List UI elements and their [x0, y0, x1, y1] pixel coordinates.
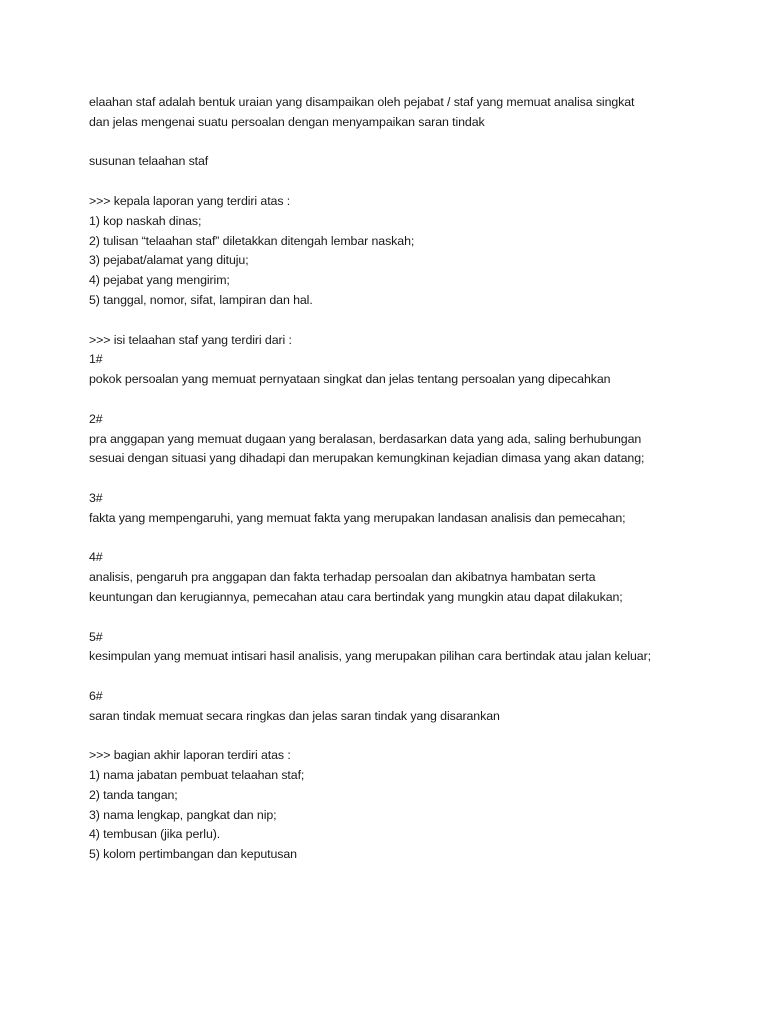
spacer [89, 727, 749, 747]
spacer [89, 529, 749, 549]
akhir-item-2: 2) tanda tangan; [89, 787, 178, 802]
akhir-item-3: 3) nama lengkap, pangkat dan nip; [89, 807, 277, 822]
intro-line-2: dan jelas mengenai suatu persoalan dengan menyampaikan saran tindak [89, 114, 485, 129]
spacer [89, 390, 749, 410]
isi-marker-2: 2# [89, 411, 103, 426]
spacer [89, 133, 749, 153]
isi-marker-6: 6# [89, 688, 103, 703]
isi-text-4b: keuntungan dan kerugiannya, pemecahan atau cara bertindak yang mungkin atau dapat dilakukan; [89, 589, 623, 604]
isi-text-3: fakta yang mempengaruhi, yang memuat fakta yang merupakan landasan analisis dan pemecahan; [89, 510, 626, 525]
spacer [89, 172, 749, 192]
isi-text-2a: pra anggapan yang memuat dugaan yang beralasan, berdasarkan data yang ada, saling berhubungan [89, 431, 642, 446]
section-heading: susunan telaahan staf [89, 154, 209, 169]
spacer [89, 608, 749, 628]
document-body [89, 93, 749, 865]
kepala-item-1: 1) kop naskah dinas; [89, 213, 202, 228]
isi-marker-1: 1# [89, 352, 103, 367]
isi-marker-3: 3# [89, 490, 103, 505]
intro-line-1: elaahan staf adalah bentuk uraian yang disampaikan oleh pejabat / staf yang memuat analisa singkat [89, 95, 635, 109]
isi-text-6: saran tindak memuat secara ringkas dan jelas saran tindak yang disarankan [89, 708, 500, 723]
isi-marker-4: 4# [89, 550, 103, 565]
kepala-item-3: 3) pejabat/alamat yang dituju; [89, 253, 249, 268]
akhir-item-4: 4) tembusan (jika perlu). [89, 827, 221, 842]
kepala-item-5: 5) tanggal, nomor, sifat, lampiran dan hal. [89, 292, 313, 307]
akhir-item-5: 5) kolom pertimbangan dan keputusan [89, 847, 297, 862]
isi-text-1: pokok persoalan yang memuat pernyataan singkat dan jelas tentang persoalan yang dipecahkan [89, 372, 611, 387]
kepala-item-4: 4) pejabat yang mengirim; [89, 273, 230, 288]
isi-title: >>> isi telaahan staf yang terdiri dari : [89, 332, 292, 347]
akhir-item-1: 1) nama jabatan pembuat telaahan staf; [89, 768, 305, 783]
isi-text-5: kesimpulan yang memuat intisari hasil analisis, yang merupakan pilihan cara bertindak atau jalan keluar; [89, 649, 651, 664]
kepala-title: >>> kepala laporan yang terdiri atas : [89, 193, 291, 208]
isi-marker-5: 5# [89, 629, 103, 644]
isi-text-2b: sesuai dengan situasi yang dihadapi dan merupakan kemungkinan kejadian dimasa yang akan datang; [89, 451, 645, 466]
spacer [89, 311, 749, 331]
spacer [89, 667, 749, 687]
isi-text-4a: analisis, pengaruh pra anggapan dan fakta terhadap persoalan dan akibatnya hambatan serta [89, 570, 596, 585]
akhir-title: >>> bagian akhir laporan terdiri atas : [89, 748, 291, 763]
kepala-item-2: 2) tulisan “telaahan staf” diletakkan ditengah lembar naskah; [89, 233, 415, 248]
spacer [89, 469, 749, 489]
